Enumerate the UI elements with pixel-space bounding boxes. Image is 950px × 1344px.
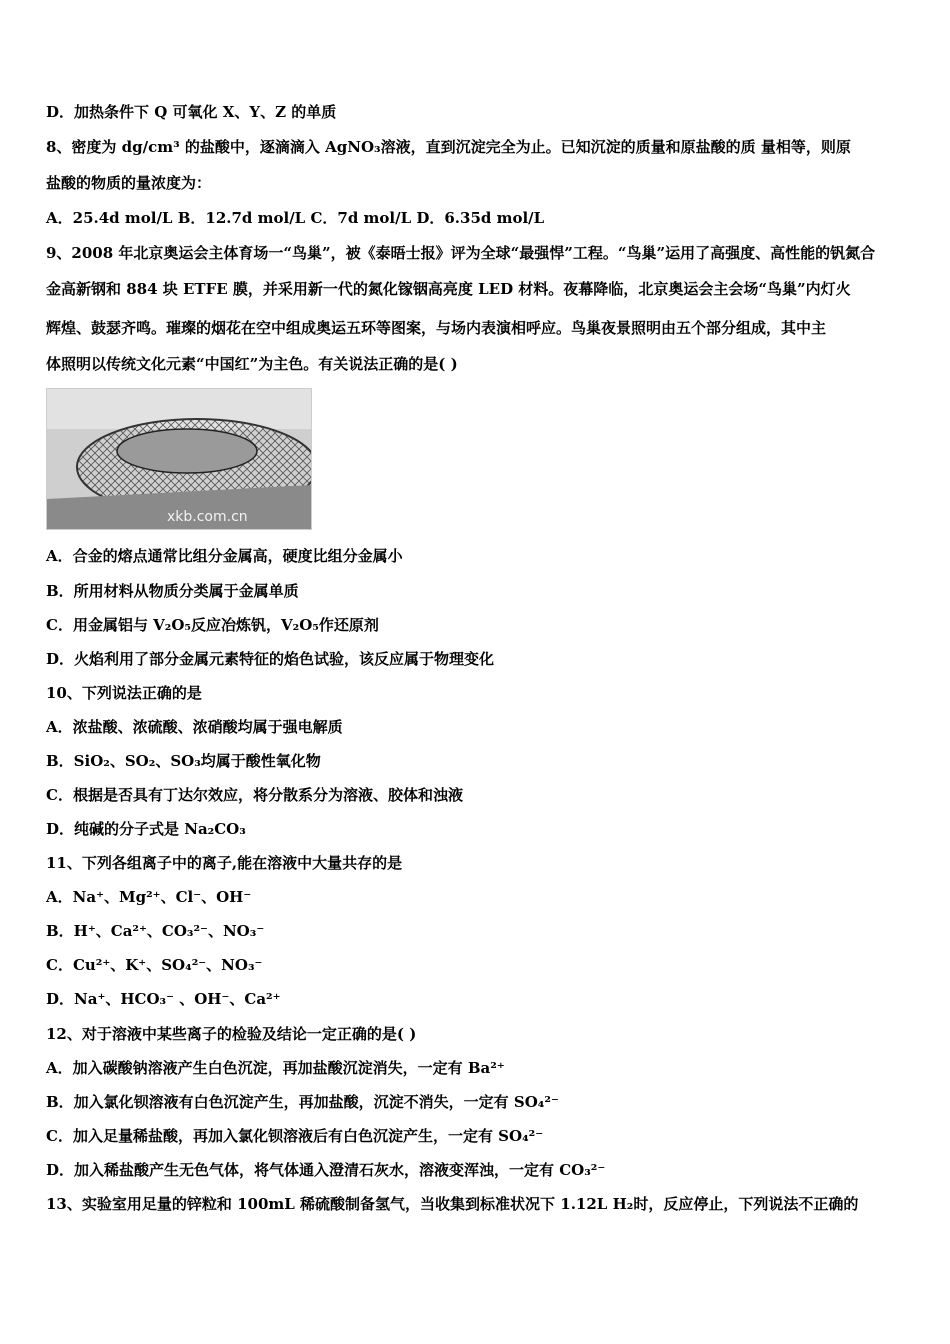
q8-options: A．25.4d mol/L B．12.7d mol/L C．7d mol/L D．6.35d mol/L — [46, 209, 545, 227]
q10-option-d: D．纯碱的分子式是 Na₂CO₃ — [46, 820, 246, 838]
q11-option-d: D．Na⁺、HCO₃⁻ 、OH⁻、Ca²⁺ — [46, 990, 281, 1008]
q9-stem-line1: 9、2008 年北京奥运会主体育场一“鸟巢”，被《泰晤士报》评为全球“最强悍”工程。“鸟巢”运用了高强度、高性能的钒氮合 — [46, 244, 876, 262]
q10-stem: 10、下列说法正确的是 — [46, 684, 202, 702]
q9-stem-line2: 金高新钢和 884 块 ETFE 膜，并采用新一代的氮化镓铟高亮度 LED 材料。夜幕降临，北京奥运会主会场“鸟巢”内灯火 — [46, 280, 851, 298]
q11-option-a: A．Na⁺、Mg²⁺、Cl⁻、OH⁻ — [46, 888, 252, 906]
q11-stem: 11、下列各组离子中的离子,能在溶液中大量共存的是 — [46, 854, 403, 872]
q9-stem-line3: 辉煌、鼓瑟齐鸣。璀璨的烟花在空中组成奥运五环等图案，与场内表演相呼应。鸟巢夜景照明由五个部分组成，其中主 — [46, 319, 827, 337]
q11-option-b: B．H⁺、Ca²⁺、CO₃²⁻、NO₃⁻ — [46, 922, 265, 940]
q8-stem-line1: 8、密度为 dg/cm³ 的盐酸中，逐滴滴入 AgNO₃溶液，直到沉淀完全为止。已知沉淀的质量和原盐酸的质 量相等，则原 — [46, 138, 851, 156]
photo-watermark: xkb.com.cn — [167, 509, 248, 525]
q12-option-b: B．加入氯化钡溶液有白色沉淀产生，再加盐酸，沉淀不消失，一定有 SO₄²⁻ — [46, 1093, 559, 1111]
q10-option-a: A．浓盐酸、浓硫酸、浓硝酸均属于强电解质 — [46, 718, 343, 736]
q7-option-d: D．加热条件下 Q 可氧化 X、Y、Z 的单质 — [46, 103, 337, 121]
q12-stem: 12、对于溶液中某些离子的检验及结论一定正确的是( ) — [46, 1025, 417, 1043]
q9-stem-line4: 体照明以传统文化元素“中国红”为主色。有关说法正确的是( ) — [46, 355, 458, 373]
q12-option-c: C．加入足量稀盐酸，再加入氯化钡溶液后有白色沉淀产生，一定有 SO₄²⁻ — [46, 1127, 544, 1145]
q9-option-d: D．火焰利用了部分金属元素特征的焰色试验，该反应属于物理变化 — [46, 650, 495, 668]
q9-option-a: A．合金的熔点通常比组分金属高，硬度比组分金属小 — [46, 547, 403, 565]
q13-stem-line1: 13、实验室用足量的锌粒和 100mL 稀硫酸制备氢气，当收集到标准状况下 1.12L H₂时，反应停止，下列说法不正确的 — [46, 1195, 859, 1213]
q9-option-c: C．用金属铝与 V₂O₅反应冶炼钒，V₂O₅作还原剂 — [46, 616, 379, 634]
birds-nest-stadium-photo — [46, 388, 312, 530]
q12-option-d: D．加入稀盐酸产生无色气体，将气体通入澄清石灰水，溶液变浑浊，一定有 CO₃²⁻ — [46, 1161, 606, 1179]
q12-option-a: A．加入碳酸钠溶液产生白色沉淀，再加盐酸沉淀消失，一定有 Ba²⁺ — [46, 1059, 505, 1077]
q9-option-b: B．所用材料从物质分类属于金属单质 — [46, 582, 299, 600]
q10-option-b: B．SiO₂、SO₂、SO₃均属于酸性氧化物 — [46, 752, 321, 770]
q8-stem-line2: 盐酸的物质的量浓度为： — [46, 174, 212, 192]
q10-option-c: C．根据是否具有丁达尔效应，将分散系分为溶液、胶体和浊液 — [46, 786, 463, 804]
q11-option-c: C．Cu²⁺、K⁺、SO₄²⁻、NO₃⁻ — [46, 956, 263, 974]
